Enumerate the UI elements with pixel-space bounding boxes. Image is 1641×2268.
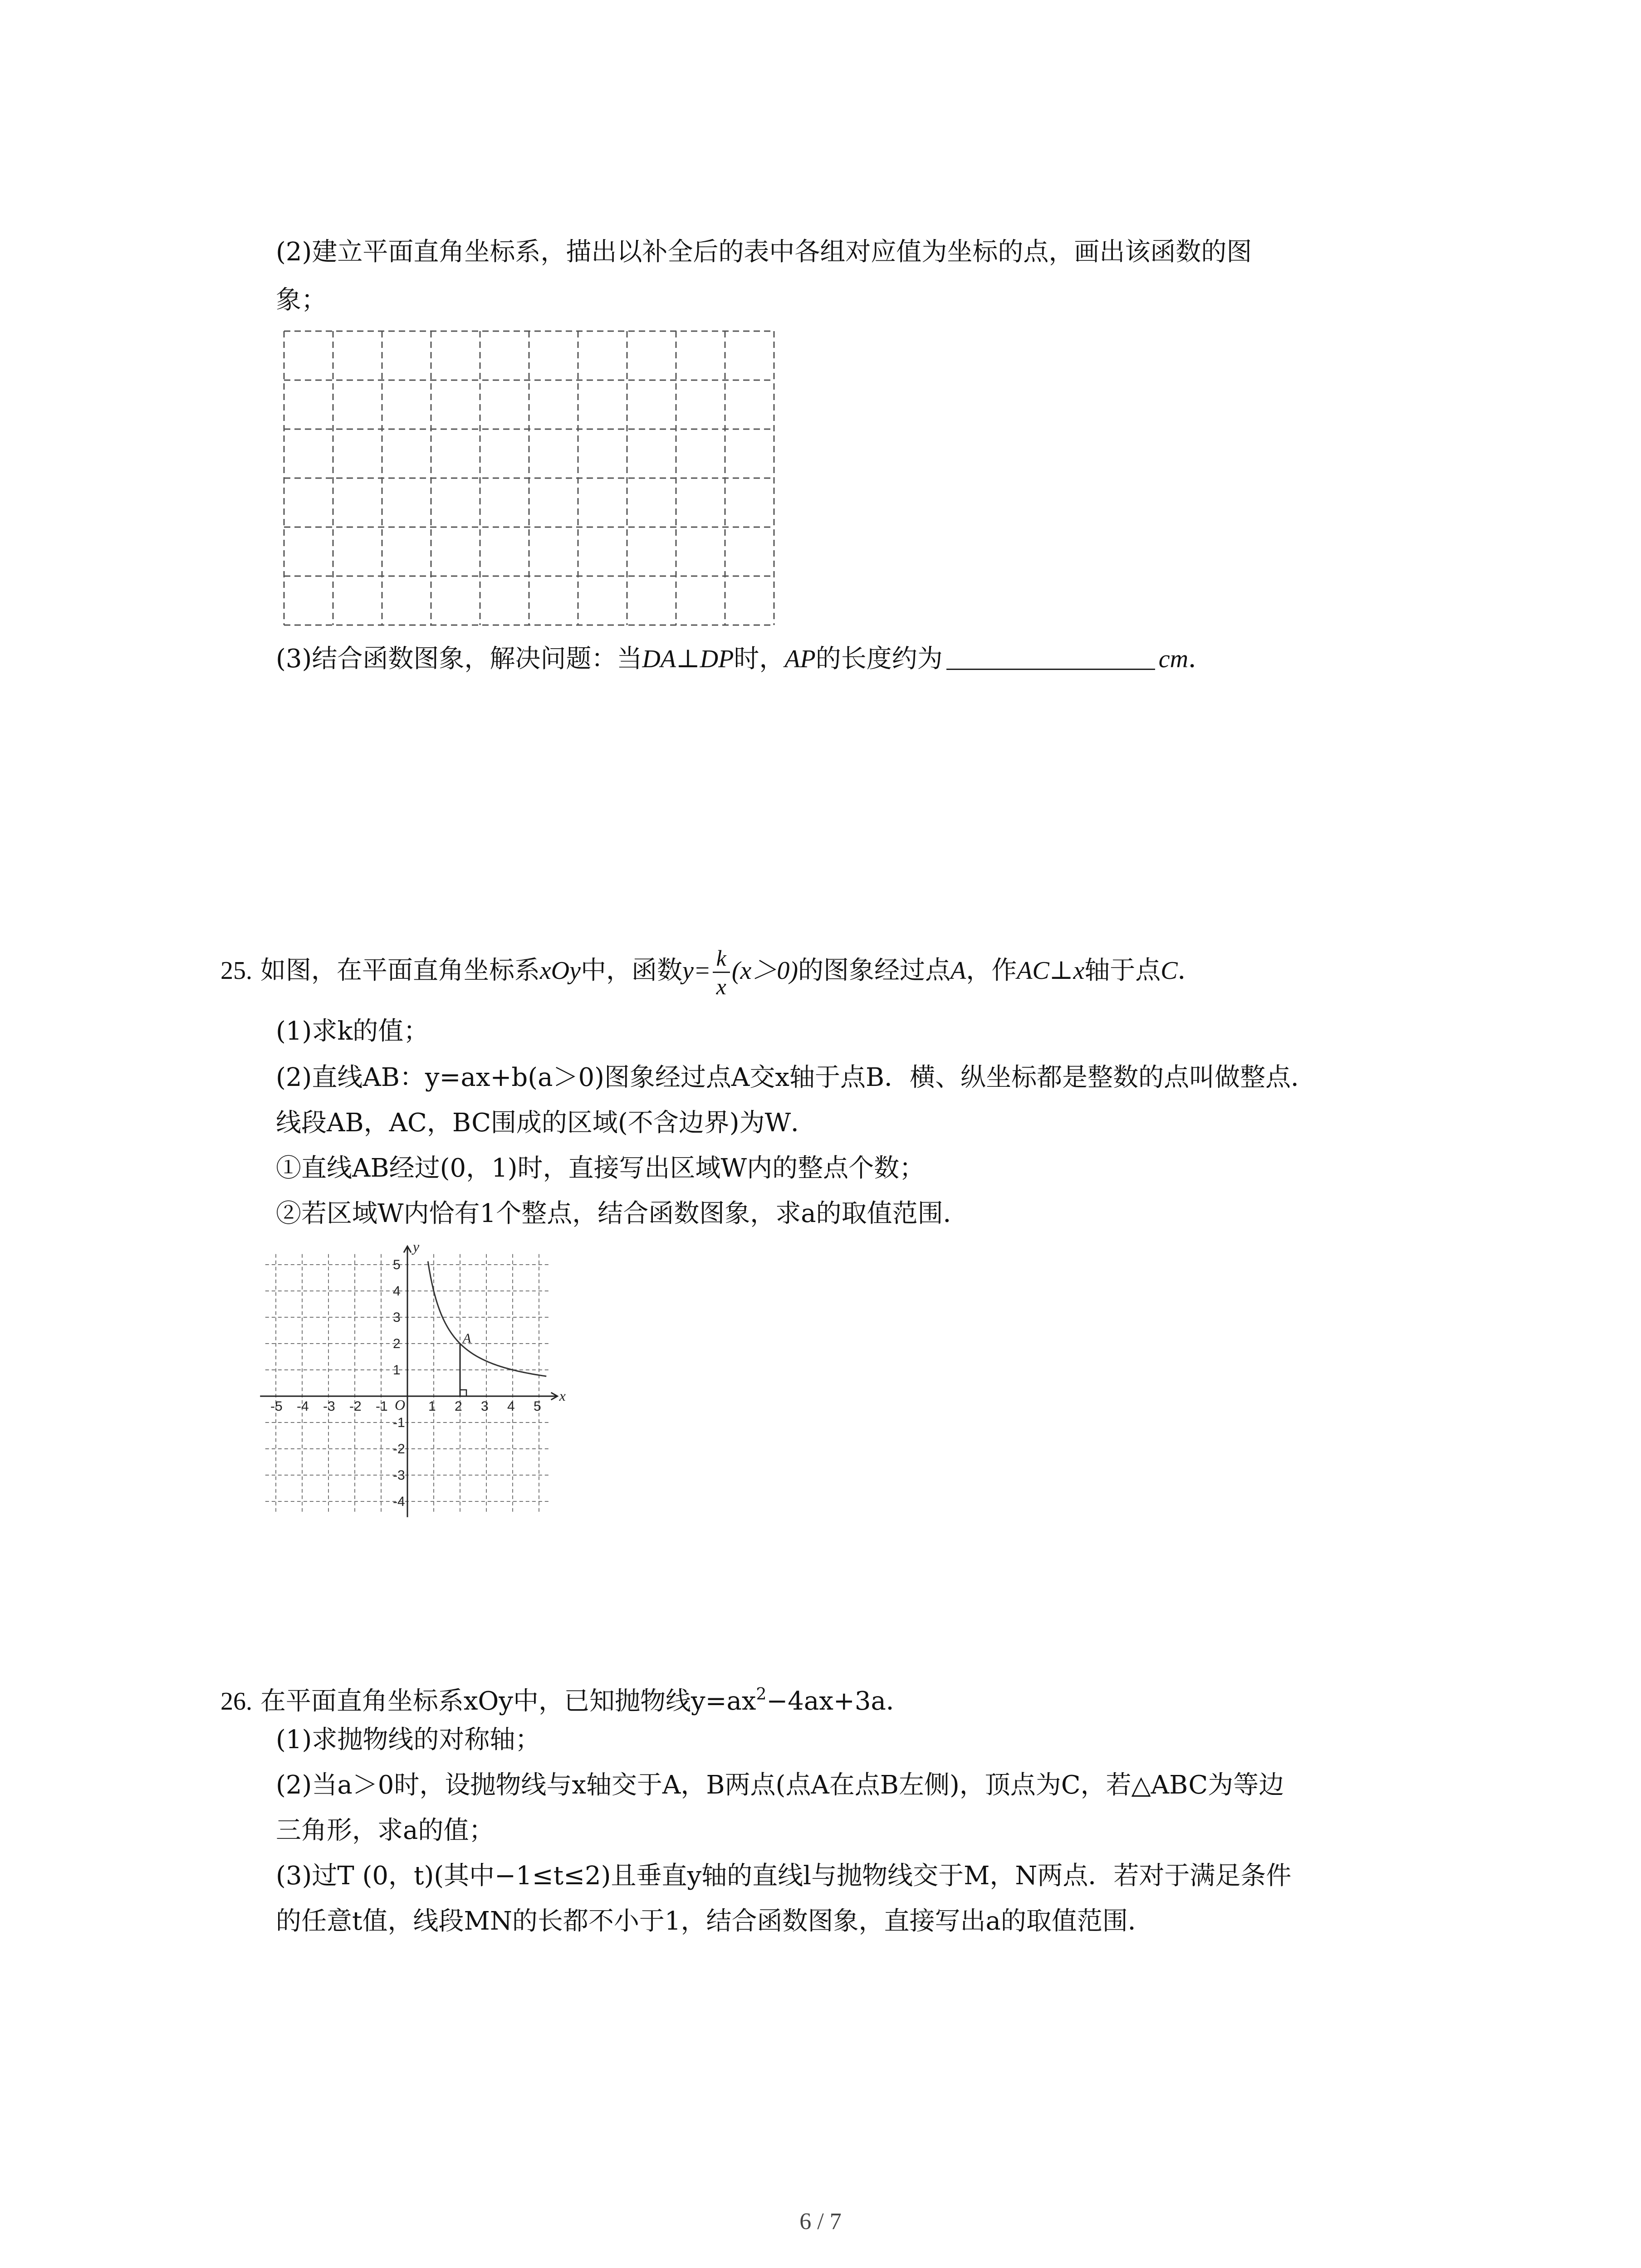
- q25-y-eq: y=: [682, 957, 711, 985]
- q26-part3-line1: (3)过T (0，t)(其中−1≤t≤2)且垂直y轴的直线l与抛物线交于M，N两点．若对于满足条件: [276, 1861, 1292, 1891]
- q25-stem-end: ．: [1177, 956, 1203, 985]
- y-tick-label: 5: [393, 1257, 401, 1272]
- q24-unit: cm: [1158, 645, 1189, 673]
- y-tick-label: -3: [393, 1468, 405, 1483]
- q26-part2-line1: (2)当a＞0时，设抛物线与x轴交于A，B两点(点A在点B左侧)，顶点为C，若△ABC为等边: [276, 1770, 1284, 1800]
- q25-stem-pre: 如图，在平面直角坐标系: [260, 956, 540, 985]
- q25-perp: ⊥: [1049, 956, 1073, 985]
- q24-part3-mid: 时，: [734, 644, 785, 674]
- y-tick-label: 3: [393, 1310, 401, 1325]
- q24-part3-pre: (3)结合函数图象，解决问题：当: [276, 644, 642, 674]
- q25-xoy: xOy: [539, 957, 581, 985]
- y-tick-label: -1: [393, 1415, 405, 1430]
- q24-part3-post: 的长度约为: [815, 644, 943, 674]
- origin-label: O: [395, 1397, 406, 1413]
- q24-part2-line2: 象；: [276, 285, 327, 315]
- q25-stem-mid: 中，函数: [580, 956, 682, 985]
- hyperbola-curve: [428, 1261, 546, 1377]
- q25-pt-c: C: [1161, 957, 1178, 985]
- q24-part3-end: ．: [1188, 644, 1214, 674]
- q25-part2-line1: (2)直线AB：y=ax+b(a＞0)图象经过点A交x轴于点B．横、纵坐标都是整数的点叫做整点．: [276, 1063, 1317, 1092]
- y-tick-label: 1: [393, 1363, 401, 1378]
- fraction-numerator: k: [713, 944, 730, 973]
- fraction-denominator: x: [716, 974, 726, 999]
- q26-part1: (1)求抛物线的对称轴；: [276, 1725, 541, 1755]
- q25-sub2: ②若区域W内恰有1个整点，结合函数图象，求a的取值范围．: [276, 1199, 969, 1228]
- q24-dp: DP: [700, 645, 734, 673]
- q25-pt-a: A: [950, 957, 966, 985]
- x-tick-label: 4: [507, 1399, 515, 1414]
- x-tick-label: -5: [270, 1399, 283, 1414]
- right-angle-mark: [460, 1390, 466, 1396]
- q24-perp: ⊥: [676, 644, 700, 674]
- y-axis-label: y: [413, 1238, 420, 1255]
- answer-blank[interactable]: [946, 641, 1155, 670]
- x-tick-label: 5: [534, 1399, 541, 1414]
- x-tick-label: 1: [428, 1399, 436, 1414]
- q25-part2-line2: 线段AB，AC，BC围成的区域(不含边界)为W．: [276, 1108, 817, 1138]
- y-tick-label: 2: [393, 1336, 401, 1351]
- q25-stem: [220, 943, 1203, 1002]
- x-tick-label: 3: [481, 1399, 489, 1414]
- q26-part3-line2: 的任意t值，线段MN的长都不小于1，结合函数图象，直接写出a的取值范围．: [276, 1906, 1153, 1936]
- q24-part3: [276, 641, 1214, 675]
- q25-stem-post2: ，作: [966, 956, 1017, 985]
- y-tick-label: 4: [393, 1284, 401, 1299]
- q25-sub1: ①直线AB经过(0，1)时，直接写出区域W内的整点个数；: [276, 1154, 925, 1183]
- q25-ac: AC: [1017, 957, 1049, 985]
- q24-da: DA: [642, 645, 676, 673]
- q26-exponent: 2: [756, 1685, 767, 1704]
- x-tick-label: -1: [376, 1399, 388, 1414]
- point-a-label: A: [463, 1331, 471, 1346]
- page-number: 6 / 7: [799, 2209, 842, 2234]
- q25-stem-post: 的图象经过点: [798, 956, 950, 985]
- x-tick-label: -3: [323, 1399, 335, 1414]
- x-tick-label: 2: [455, 1399, 462, 1414]
- x-tick-label: -2: [349, 1399, 362, 1414]
- q26-stem: [220, 1678, 911, 1718]
- q26-part2-line2: 三角形，求a的值；: [276, 1816, 495, 1845]
- q25-part1: (1)求k的值；: [276, 1017, 429, 1046]
- q25-cond: (x＞0): [731, 957, 798, 985]
- y-tick-label: -4: [393, 1494, 405, 1509]
- x-tick-label: -4: [297, 1399, 309, 1414]
- q26-stem-text: 在平面直角坐标系xOy中，已知抛物线y=ax: [260, 1686, 756, 1716]
- q26-number: 26.: [220, 1687, 252, 1716]
- q25-stem-post3: 轴于点: [1084, 956, 1161, 985]
- q24-ap: AP: [784, 645, 816, 673]
- q24-part2-line1: (2)建立平面直角坐标系，描出以补全后的表中各组对应值为坐标的点，画出该函数的图: [276, 237, 1252, 267]
- coordinate-graph: [270, 1238, 584, 1516]
- q25-number: 25.: [220, 957, 252, 985]
- q26-stem-end: −4ax+3a．: [766, 1686, 911, 1716]
- y-tick-label: -2: [393, 1442, 405, 1457]
- q25-fraction: [713, 944, 730, 1000]
- answer-grid: [282, 329, 781, 631]
- x-axis-label: x: [559, 1388, 566, 1404]
- q25-x-axis: x: [1073, 957, 1085, 985]
